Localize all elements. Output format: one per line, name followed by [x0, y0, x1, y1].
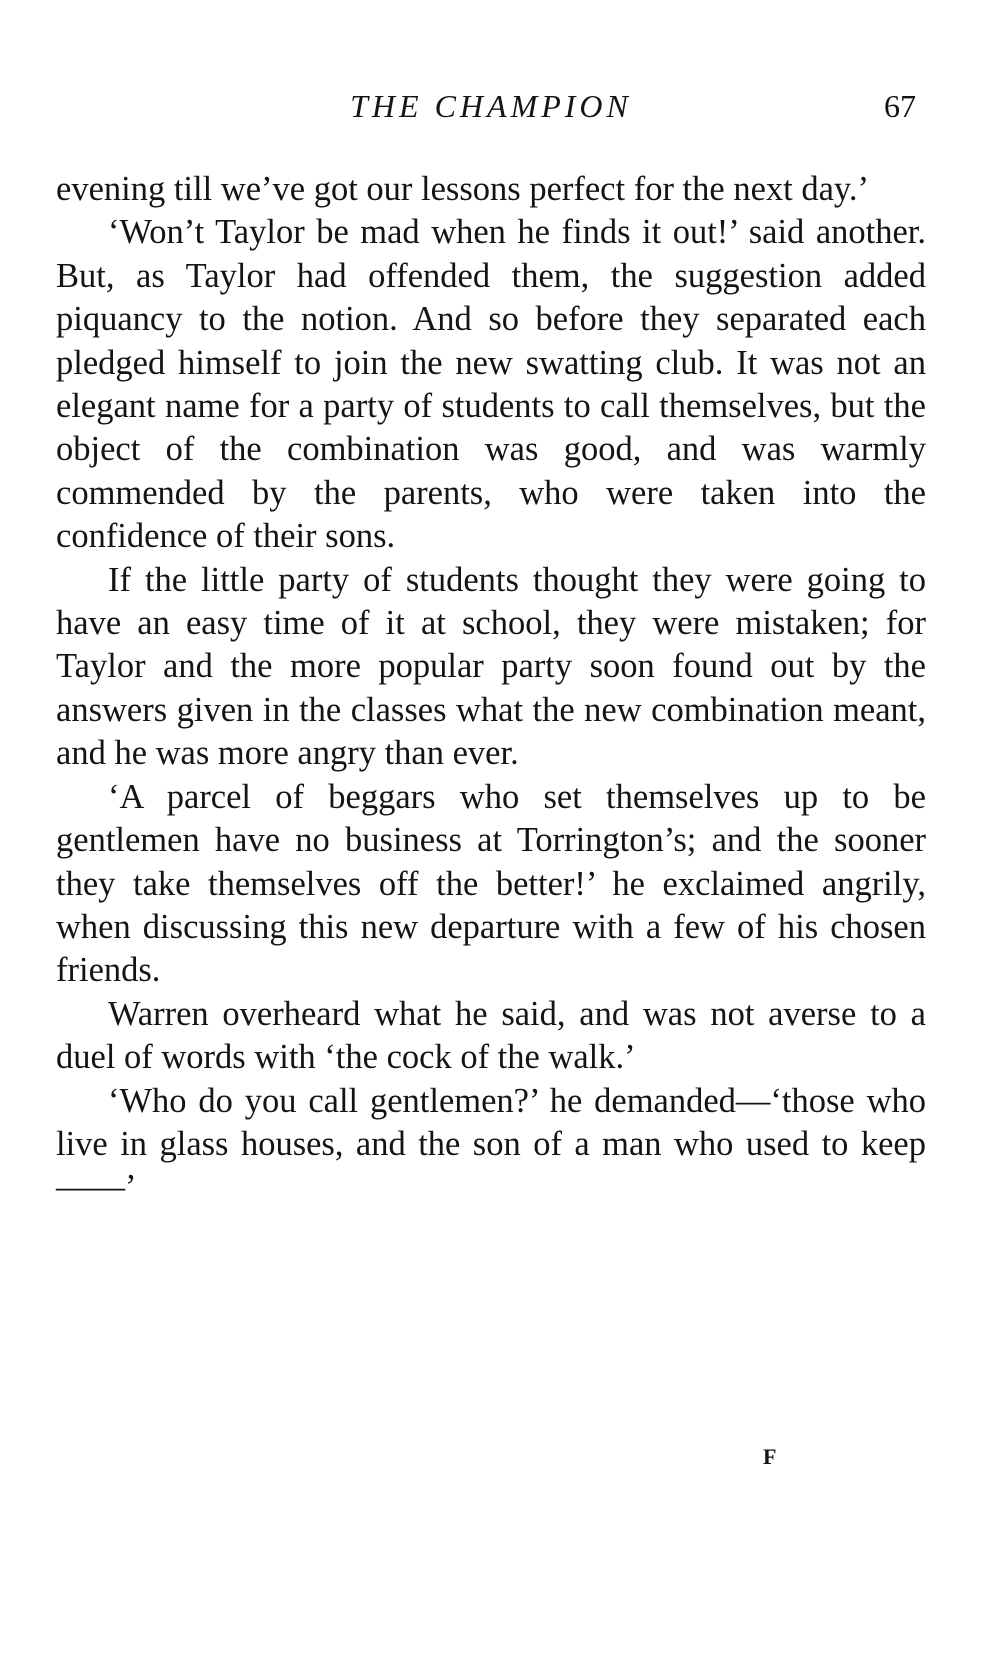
paragraph-continuation: evening till we’ve got our lessons perfect for the next day.’	[56, 170, 870, 208]
book-page	[56, 88, 926, 1628]
paragraph: Warren overheard what he said, and was not averse to a duel of words with ‘the cock of the walk.’	[56, 994, 926, 1077]
paragraph: ‘A parcel of beggars who set themselves up to be gentlemen have no business at Torrington’s; and the sooner they take themselves off the better!’ he exclaimed angrily, when discussing this new departure with a few of his chosen friends.	[56, 777, 926, 990]
running-title: THE CHAMPION	[350, 88, 632, 124]
running-head	[56, 88, 926, 138]
paragraph: ‘Who do you call gentlemen?’ he demanded—‘those who live in glass houses, and the son of a man who used to keep——’	[56, 1081, 926, 1207]
page-number: 67	[884, 88, 916, 124]
body-text	[56, 168, 926, 1210]
paragraph: ‘Won’t Taylor be mad when he finds it out!’ said another. But, as Taylor had offended them, the suggestion added piquancy to the notion. And so before they separated each pledged himself to join the new swatting club. It was not an elegant name for a party of students to call themselves, but the object of the combination was good, and was warmly commended by the parents, who were taken into the confidence of their sons.	[56, 213, 926, 556]
signature-mark: F	[763, 1444, 777, 1469]
paragraph: If the little party of students thought they were going to have an easy time of it at school, they were mistaken; for Taylor and the more popular party soon found out by the answers given in the classes what the new combination meant, and he was more angry than ever.	[56, 560, 926, 773]
